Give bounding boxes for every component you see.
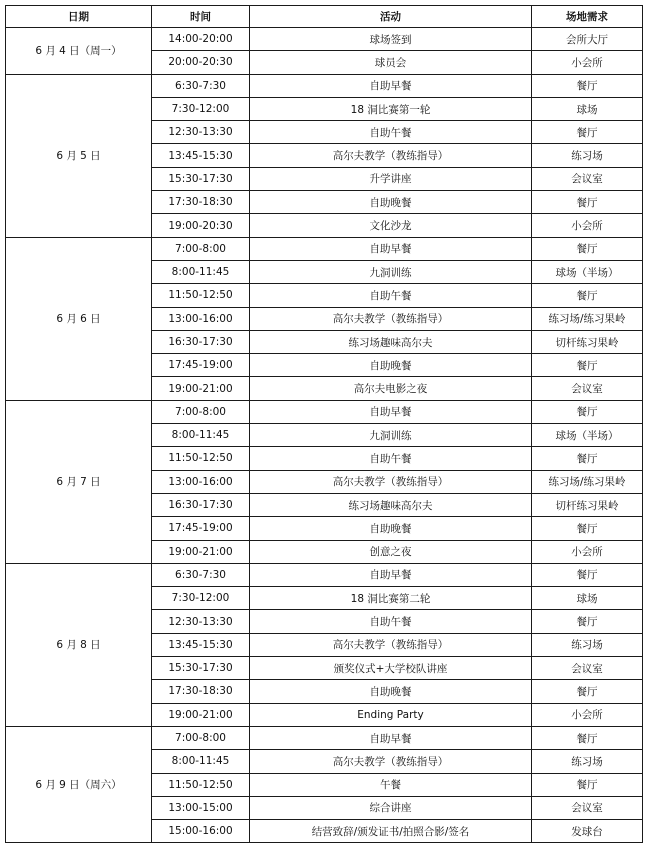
activity-cell: 九洞训练: [250, 260, 532, 283]
venue-cell: 切杆练习果岭: [532, 330, 643, 353]
time-cell: 11:50-12:50: [152, 284, 250, 307]
venue-cell: 小会所: [532, 214, 643, 237]
venue-cell: 球场（半场）: [532, 424, 643, 447]
time-cell: 13:00-16:00: [152, 307, 250, 330]
time-cell: 19:00-21:00: [152, 540, 250, 563]
header-activity: 活动: [250, 6, 532, 28]
activity-cell: 九洞训练: [250, 424, 532, 447]
header-date: 日期: [6, 6, 152, 28]
time-cell: 15:30-17:30: [152, 657, 250, 680]
activity-cell: 自助午餐: [250, 610, 532, 633]
header-row: [6, 6, 643, 28]
time-cell: 13:45-15:30: [152, 144, 250, 167]
activity-cell: 综合讲座: [250, 796, 532, 819]
time-cell: 7:00-8:00: [152, 237, 250, 260]
venue-cell: 会所大厅: [532, 28, 643, 51]
activity-cell: 球员会: [250, 51, 532, 74]
schedule-table: [5, 5, 643, 843]
activity-cell: 自助晚餐: [250, 517, 532, 540]
activity-cell: 高尔夫教学（教练指导）: [250, 633, 532, 656]
time-cell: 7:30-12:00: [152, 97, 250, 120]
time-cell: 13:45-15:30: [152, 633, 250, 656]
venue-cell: 餐厅: [532, 610, 643, 633]
activity-cell: 练习场趣味高尔夫: [250, 493, 532, 516]
venue-cell: 球场: [532, 587, 643, 610]
venue-cell: 餐厅: [532, 74, 643, 97]
time-cell: 14:00-20:00: [152, 28, 250, 51]
header-time: 时间: [152, 6, 250, 28]
time-cell: 6:30-7:30: [152, 74, 250, 97]
time-cell: 19:00-20:30: [152, 214, 250, 237]
venue-cell: 练习场/练习果岭: [532, 307, 643, 330]
activity-cell: 自助午餐: [250, 284, 532, 307]
venue-cell: 餐厅: [532, 447, 643, 470]
table-row: [6, 563, 643, 586]
time-cell: 13:00-15:00: [152, 796, 250, 819]
table-row: [6, 237, 643, 260]
time-cell: 19:00-21:00: [152, 703, 250, 726]
activity-cell: 高尔夫教学（教练指导）: [250, 144, 532, 167]
venue-cell: 小会所: [532, 51, 643, 74]
table-row: [6, 28, 643, 51]
time-cell: 11:50-12:50: [152, 447, 250, 470]
activity-cell: 升学讲座: [250, 167, 532, 190]
activity-cell: 自助早餐: [250, 726, 532, 749]
time-cell: 20:00-20:30: [152, 51, 250, 74]
activity-cell: 创意之夜: [250, 540, 532, 563]
time-cell: 7:30-12:00: [152, 587, 250, 610]
venue-cell: 餐厅: [532, 680, 643, 703]
activity-cell: 练习场趣味高尔夫: [250, 330, 532, 353]
activity-cell: 自助午餐: [250, 447, 532, 470]
time-cell: 12:30-13:30: [152, 121, 250, 144]
venue-cell: 球场（半场）: [532, 260, 643, 283]
schedule-body: [6, 28, 643, 843]
time-cell: 11:50-12:50: [152, 773, 250, 796]
time-cell: 7:00-8:00: [152, 400, 250, 423]
activity-cell: 午餐: [250, 773, 532, 796]
header-venue: 场地需求: [532, 6, 643, 28]
date-cell: 6 月 5 日: [6, 74, 152, 237]
venue-cell: 会议室: [532, 167, 643, 190]
venue-cell: 练习场: [532, 144, 643, 167]
time-cell: 17:45-19:00: [152, 354, 250, 377]
activity-cell: 自助早餐: [250, 563, 532, 586]
table-row: [6, 74, 643, 97]
activity-cell: 高尔夫教学（教练指导）: [250, 470, 532, 493]
activity-cell: 文化沙龙: [250, 214, 532, 237]
venue-cell: 餐厅: [532, 121, 643, 144]
venue-cell: 会议室: [532, 657, 643, 680]
activity-cell: 颁奖仪式+大学校队讲座: [250, 657, 532, 680]
activity-cell: 自助晚餐: [250, 354, 532, 377]
time-cell: 8:00-11:45: [152, 750, 250, 773]
venue-cell: 切杆练习果岭: [532, 493, 643, 516]
activity-cell: 球场签到: [250, 28, 532, 51]
time-cell: 6:30-7:30: [152, 563, 250, 586]
venue-cell: 餐厅: [532, 400, 643, 423]
venue-cell: 餐厅: [532, 773, 643, 796]
time-cell: 15:00-16:00: [152, 820, 250, 843]
time-cell: 8:00-11:45: [152, 424, 250, 447]
venue-cell: 球场: [532, 97, 643, 120]
activity-cell: Ending Party: [250, 703, 532, 726]
date-cell: 6 月 6 日: [6, 237, 152, 400]
venue-cell: 餐厅: [532, 563, 643, 586]
activity-cell: 高尔夫电影之夜: [250, 377, 532, 400]
activity-cell: 结营致辞/颁发证书/拍照合影/签名: [250, 820, 532, 843]
time-cell: 8:00-11:45: [152, 260, 250, 283]
venue-cell: 餐厅: [532, 354, 643, 377]
date-cell: 6 月 7 日: [6, 400, 152, 563]
table-row: [6, 726, 643, 749]
venue-cell: 小会所: [532, 540, 643, 563]
date-cell: 6 月 9 日（周六）: [6, 726, 152, 842]
activity-cell: 自助早餐: [250, 237, 532, 260]
activity-cell: 18 洞比赛第一轮: [250, 97, 532, 120]
time-cell: 16:30-17:30: [152, 330, 250, 353]
activity-cell: 自助晚餐: [250, 191, 532, 214]
venue-cell: 餐厅: [532, 284, 643, 307]
time-cell: 7:00-8:00: [152, 726, 250, 749]
activity-cell: 18 洞比赛第二轮: [250, 587, 532, 610]
venue-cell: 发球台: [532, 820, 643, 843]
time-cell: 15:30-17:30: [152, 167, 250, 190]
activity-cell: 自助午餐: [250, 121, 532, 144]
venue-cell: 会议室: [532, 377, 643, 400]
date-cell: 6 月 4 日（周一）: [6, 28, 152, 75]
venue-cell: 练习场/练习果岭: [532, 470, 643, 493]
activity-cell: 自助晚餐: [250, 680, 532, 703]
venue-cell: 餐厅: [532, 726, 643, 749]
venue-cell: 会议室: [532, 796, 643, 819]
time-cell: 17:30-18:30: [152, 191, 250, 214]
venue-cell: 练习场: [532, 633, 643, 656]
time-cell: 12:30-13:30: [152, 610, 250, 633]
venue-cell: 练习场: [532, 750, 643, 773]
venue-cell: 餐厅: [532, 517, 643, 540]
time-cell: 16:30-17:30: [152, 493, 250, 516]
activity-cell: 高尔夫教学（教练指导）: [250, 307, 532, 330]
time-cell: 19:00-21:00: [152, 377, 250, 400]
time-cell: 17:30-18:30: [152, 680, 250, 703]
venue-cell: 小会所: [532, 703, 643, 726]
table-row: [6, 400, 643, 423]
time-cell: 17:45-19:00: [152, 517, 250, 540]
activity-cell: 高尔夫教学（教练指导）: [250, 750, 532, 773]
venue-cell: 餐厅: [532, 191, 643, 214]
activity-cell: 自助早餐: [250, 74, 532, 97]
venue-cell: 餐厅: [532, 237, 643, 260]
time-cell: 13:00-16:00: [152, 470, 250, 493]
activity-cell: 自助早餐: [250, 400, 532, 423]
date-cell: 6 月 8 日: [6, 563, 152, 726]
